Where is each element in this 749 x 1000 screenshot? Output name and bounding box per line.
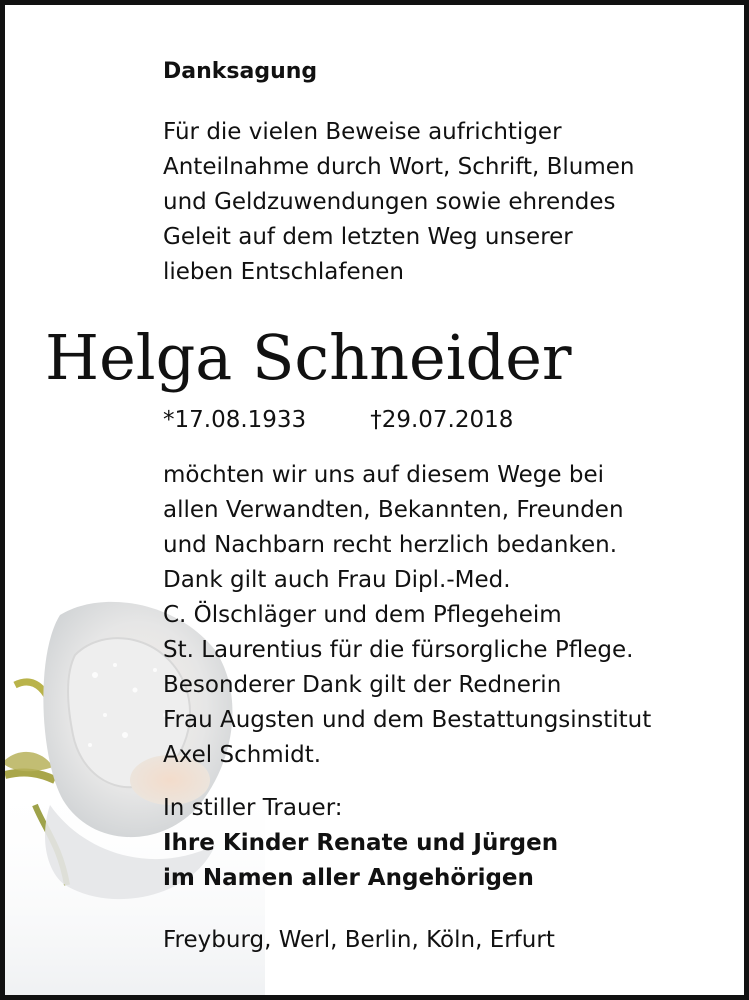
intro-paragraph <box>163 115 634 290</box>
intro-line: lieben Entschlafenen <box>163 259 404 285</box>
thanks-line: Axel Schmidt. <box>163 742 322 768</box>
thanks-line: allen Verwandten, Bekannten, Freunden <box>163 497 624 523</box>
mourning-line: In stiller Trauer: <box>163 795 343 821</box>
life-dates <box>163 403 513 438</box>
thanks-paragraph <box>163 458 651 773</box>
intro-line: und Geldzuwendungen sowie ehrendes <box>163 189 616 215</box>
closing-block <box>163 791 558 896</box>
thanks-line: St. Laurentius für die fürsorgliche Pflege. <box>163 637 634 663</box>
thanks-line: Frau Augsten und dem Bestattungsinstitut <box>163 707 652 733</box>
deceased-name: Helga Schneider <box>45 321 572 394</box>
death-date: †29.07.2018 <box>370 407 514 433</box>
intro-line: Geleit auf dem letzten Weg unserer <box>163 224 573 250</box>
thanks-line: und Nachbarn recht herzlich bedanken. <box>163 532 618 558</box>
thanks-line: C. Ölschläger und dem Pflegeheim <box>163 602 562 628</box>
intro-line: Anteilnahme durch Wort, Schrift, Blumen <box>163 154 635 180</box>
birth-date: *17.08.1933 <box>163 407 307 433</box>
thanks-line: Besonderer Dank gilt der Rednerin <box>163 672 562 698</box>
places-line: Freyburg, Werl, Berlin, Köln, Erfurt <box>163 927 555 953</box>
family-line: im Namen aller Angehörigen <box>163 865 534 891</box>
thanks-line: Dank gilt auch Frau Dipl.-Med. <box>163 567 511 593</box>
thanks-line: möchten wir uns auf diesem Wege bei <box>163 462 604 488</box>
intro-line: Für die vielen Beweise aufrichtiger <box>163 119 562 145</box>
heading: Danksagung <box>163 59 318 84</box>
family-line: Ihre Kinder Renate und Jürgen <box>163 830 559 856</box>
